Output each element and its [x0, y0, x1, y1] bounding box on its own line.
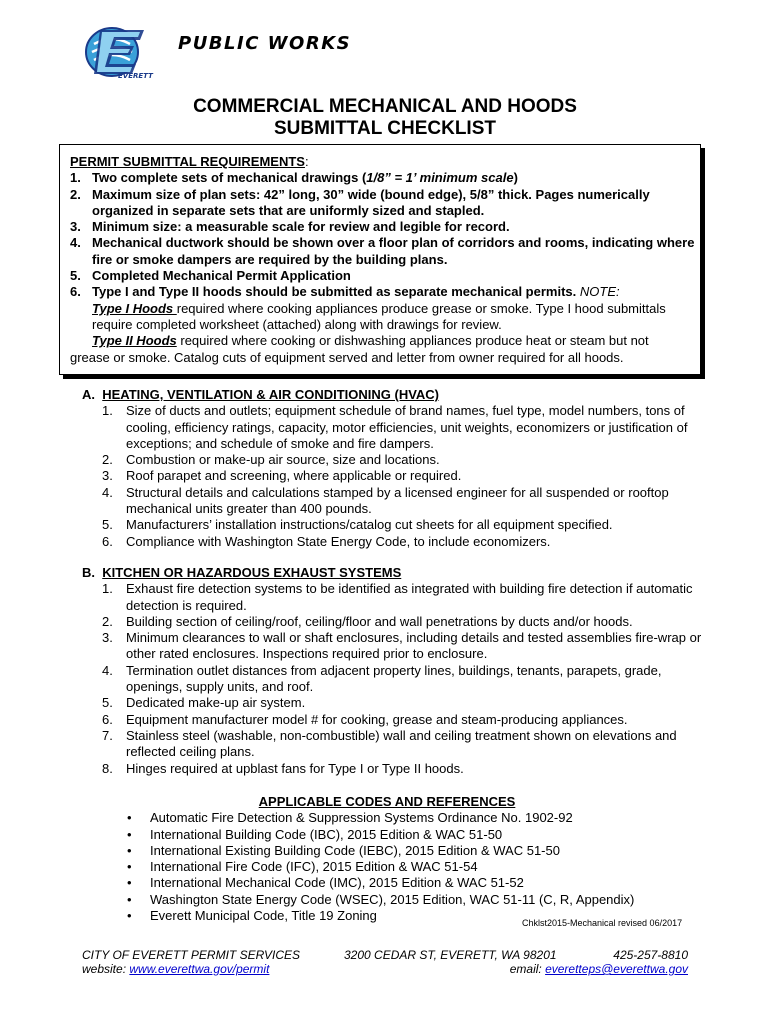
list-item: 4. Structural details and calculations stamped by a licensed engineer for all suspended or rooftop mechanical units greater than 400 pounds. — [102, 484, 669, 517]
list-item: 4. Termination outlet distances from adjacent property lines, buildings, tenants, parapets, grade, openings, supply units, and roof. — [102, 662, 662, 695]
requirements-heading: PERMIT SUBMITTAL REQUIREMENTS: — [70, 154, 309, 169]
list-item: 1. Exhaust fire detection systems to be identified as integrated with building fire detection if automatic detection is required. — [102, 581, 693, 613]
everett-logo — [82, 22, 172, 80]
list-item: 1. Size of ducts and outlets; equipment schedule of brand names, fuel type, model numbers, tons of cooling, efficiency ratings, capacity, motor efficiencies, unit weights, economizers or justification of exceptions; and schedule of smoke and fire dampers. — [102, 403, 688, 451]
list-item: • Everett Municipal Code, Title 19 Zoning — [127, 908, 377, 924]
footer-email: email: everetteps@everettwa.gov — [509, 962, 688, 976]
list-item: 3. Minimum clearances to wall or shaft enclosures, including details and tested assemblies fire-wrap or other rated enclosures. Inspections required prior to enclosure. — [102, 630, 702, 662]
footer-website: website: www.everettwa.gov/permit — [82, 962, 270, 976]
codes-list — [122, 810, 702, 924]
list-item: 3. Minimum size: a measurable scale for review and legible for record. — [70, 219, 510, 235]
list-item: 6. Type I and Type II hoods should be submitted as separate mechanical permits. NOTE: — [70, 284, 620, 300]
list-item: • International Building Code (IBC), 2015 Edition & WAC 51-50 — [127, 826, 503, 842]
list-item: 3. Roof parapet and screening, where applicable or required. — [102, 468, 462, 484]
type-2-hoods-note-cont: grease or smoke. Catalog cuts of equipment served and letter from owner required for all hoods. — [70, 349, 624, 365]
footer-address: 3200 CEDAR ST, EVERETT, WA 98201 — [344, 948, 557, 962]
list-item: 1. Two complete sets of mechanical drawings (1/8” = 1’ minimum scale) — [70, 170, 518, 186]
requirements-box — [59, 144, 701, 375]
section-hvac — [82, 387, 702, 550]
list-item: 5. Completed Mechanical Permit Application — [70, 268, 351, 284]
type-1-hoods-note: Type I Hoods required where cooking appliances produce grease or smoke. Type I hood submittals require completed worksheet (attached) along with drawings for review. — [92, 300, 666, 332]
codes-heading: APPLICABLE CODES AND REFERENCES — [258, 794, 516, 809]
list-item: • International Fire Code (IFC), 2015 Edition & WAC 51-54 — [127, 859, 478, 875]
website-link[interactable]: www.everettwa.gov/permit — [129, 962, 270, 976]
requirements-list — [70, 170, 695, 300]
list-item: • Washington State Energy Code (WSEC), 2015 Edition, WAC 51-11 (C, R, Appendix) — [127, 891, 635, 907]
list-item: 2. Combustion or make-up air source, size and locations. — [102, 452, 440, 468]
list-item: 2. Maximum size of plan sets: 42” long, 30” wide (bound edge), 5/8” thick. Pages numerically organized in separate sets that are uniformly sized and stapled. — [70, 186, 650, 218]
codes-section — [122, 794, 702, 924]
page-title: COMMERCIAL MECHANICAL AND HOODS — [193, 96, 577, 117]
list-item: 6. Compliance with Washington State Energy Code, to include economizers. — [102, 533, 551, 549]
type-2-hoods-note: Type II Hoods required where cooking or dishwashing appliances produce heat or steam but not — [92, 333, 649, 349]
list-item: 6. Equipment manufacturer model # for cooking, grease and steam-producing appliances. — [102, 711, 628, 727]
revision-note: Chklst2015-Mechanical revised 06/2017 — [522, 918, 683, 928]
section-heading: A. HEATING, VENTILATION & AIR CONDITIONING (HVAC) — [82, 387, 440, 402]
section-heading: B. KITCHEN OR HAZARDOUS EXHAUST SYSTEMS — [82, 565, 402, 580]
list-item: 5. Dedicated make-up air system. — [102, 695, 306, 711]
list-item: 4. Mechanical ductwork should be shown over a floor plan of corridors and rooms, indicating where fire or smoke dampers are required by the building plans. — [70, 235, 695, 267]
list-item: 8. Hinges required at upblast fans for Type I or Type II hoods. — [102, 760, 464, 776]
list-item: • International Mechanical Code (IMC), 2015 Edition & WAC 51-52 — [127, 875, 524, 891]
list-item: 2. Building section of ceiling/roof, ceiling/floor and wall penetrations by ducts and/or hoods. — [102, 613, 633, 629]
email-link[interactable]: everetteps@everettwa.gov — [545, 962, 688, 976]
section-kitchen-exhaust — [82, 565, 702, 777]
footer-org: CITY OF EVERETT PERMIT SERVICES — [82, 948, 301, 962]
list-item: • Automatic Fire Detection & Suppression Systems Ordinance No. 1902-92 — [127, 810, 573, 826]
list-item: 5. Manufacturers’ installation instructions/catalog cut sheets for all equipment specified. — [102, 517, 613, 533]
list-item: • International Existing Building Code (IEBC), 2015 Edition & WAC 51-50 — [127, 842, 560, 858]
footer-phone: 425-257-8810 — [613, 948, 688, 962]
svg-text:EVERETT: EVERETT — [118, 72, 153, 80]
page-subtitle: SUBMITTAL CHECKLIST — [273, 118, 496, 139]
kitchen-exhaust-list — [82, 581, 702, 777]
brand-name: PUBLIC WORKS — [178, 33, 352, 54]
hvac-list — [82, 403, 702, 550]
list-item: 7. Stainless steel (washable, non-combustible) wall and ceiling treatment shown on elevations and reflected ceiling plans. — [102, 727, 677, 760]
